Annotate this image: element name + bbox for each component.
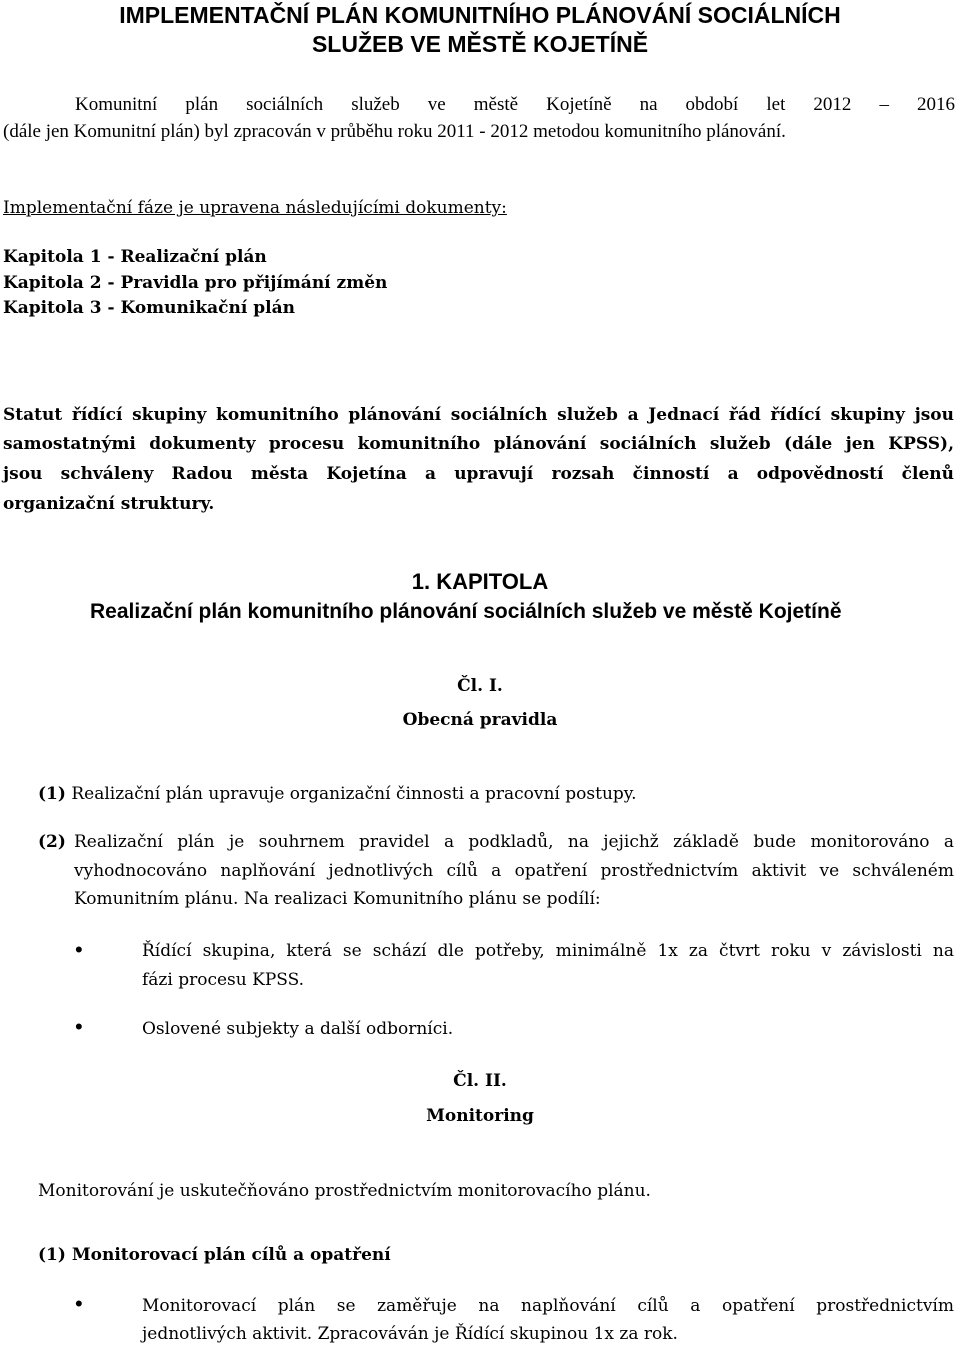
bullet-item-line: Řídící skupina, která se schází dle potřeby, minimálně 1x za čtvrt roku v závislosti na [142, 941, 954, 961]
intro-line-2: (dále jen Komunitní plán) byl zpracován v průběhu roku 2011 - 2012 metodou komunitního plánování. [3, 121, 786, 142]
statute-line-3: jsou schváleny Radou města Kojetína a upravují rozsah činností a odpovědností členů [3, 464, 954, 484]
paragraph-text: Realizační plán upravuje organizační činnosti a pracovní postupy. [71, 784, 637, 804]
chapter-1-title: Realizační plán komunitního plánování sociálních služeb ve městě Kojetíně [90, 600, 842, 623]
article-2-number: Čl. II. [453, 1071, 507, 1091]
article-2-title: Monitoring [426, 1106, 534, 1126]
chapter-list-item: Kapitola 3 - Komunikační plán [3, 298, 295, 318]
statute-line-4: organizační struktury. [3, 494, 215, 514]
bullet-item-line: fázi procesu KPSS. [142, 970, 305, 990]
chapter-1-number: 1. KAPITOLA [411, 569, 549, 594]
chapter-list-item: Kapitola 1 - Realizační plán [3, 247, 267, 267]
bullet-icon: • [75, 937, 83, 962]
statute-line-1: Statut řídící skupiny komunitního plánování sociálních služeb a Jednací řád řídící skupiny jsou [3, 405, 954, 425]
document-title-line-2: SLUŽEB VE MĚSTĚ KOJETÍNĚ [311, 31, 649, 57]
bullet-item-line: Monitorovací plán se zaměřuje na naplňování cílů a opatření prostřednictvím [142, 1296, 954, 1316]
chapter-list-item: Kapitola 2 - Pravidla pro přijímání změn [3, 273, 388, 293]
bullet-icon: • [75, 1014, 83, 1039]
document-title-line-1: IMPLEMENTAČNÍ PLÁN KOMUNITNÍHO PLÁNOVÁNÍ SOCIÁLNÍCH [119, 2, 841, 28]
paragraph-label: (1) [38, 784, 66, 804]
paragraph-1 [38, 784, 637, 804]
paragraph-2-label: (2) [38, 832, 66, 852]
article-1-number: Čl. I. [457, 676, 503, 696]
bullet-icon: • [75, 1291, 83, 1316]
article-1-title: Obecná pravidla [402, 710, 558, 730]
paragraph-2-line: vyhodnocováno naplňování jednotlivých cílů a opatření prostřednictvím aktivit ve schváleném [74, 861, 954, 881]
implementation-heading: Implementační fáze je upravena následujícími dokumenty: [3, 198, 507, 218]
statute-line-2: samostatnými dokumenty procesu komunitního plánování sociálních služeb (dále jen KPSS), [3, 434, 954, 454]
monitoring-subheading: (1) Monitorovací plán cílů a opatření [38, 1245, 391, 1265]
monitoring-intro: Monitorování je uskutečňováno prostřednictvím monitorovacího plánu. [38, 1181, 651, 1201]
paragraph-2-line: Komunitním plánu. Na realizaci Komunitního plánu se podílí: [74, 889, 601, 909]
intro-line-1: Komunitní plán sociálních služeb ve městě Kojetíně na období let 2012 – 2016 [75, 94, 955, 115]
paragraph-2-line: Realizační plán je souhrnem pravidel a podkladů, na jejichž základě bude monitorováno a [74, 832, 954, 852]
bullet-item-line: Oslovené subjekty a další odborníci. [142, 1019, 454, 1039]
bullet-item-line: jednotlivých aktivit. Zpracováván je Řídící skupinou 1x za rok. [142, 1324, 678, 1344]
